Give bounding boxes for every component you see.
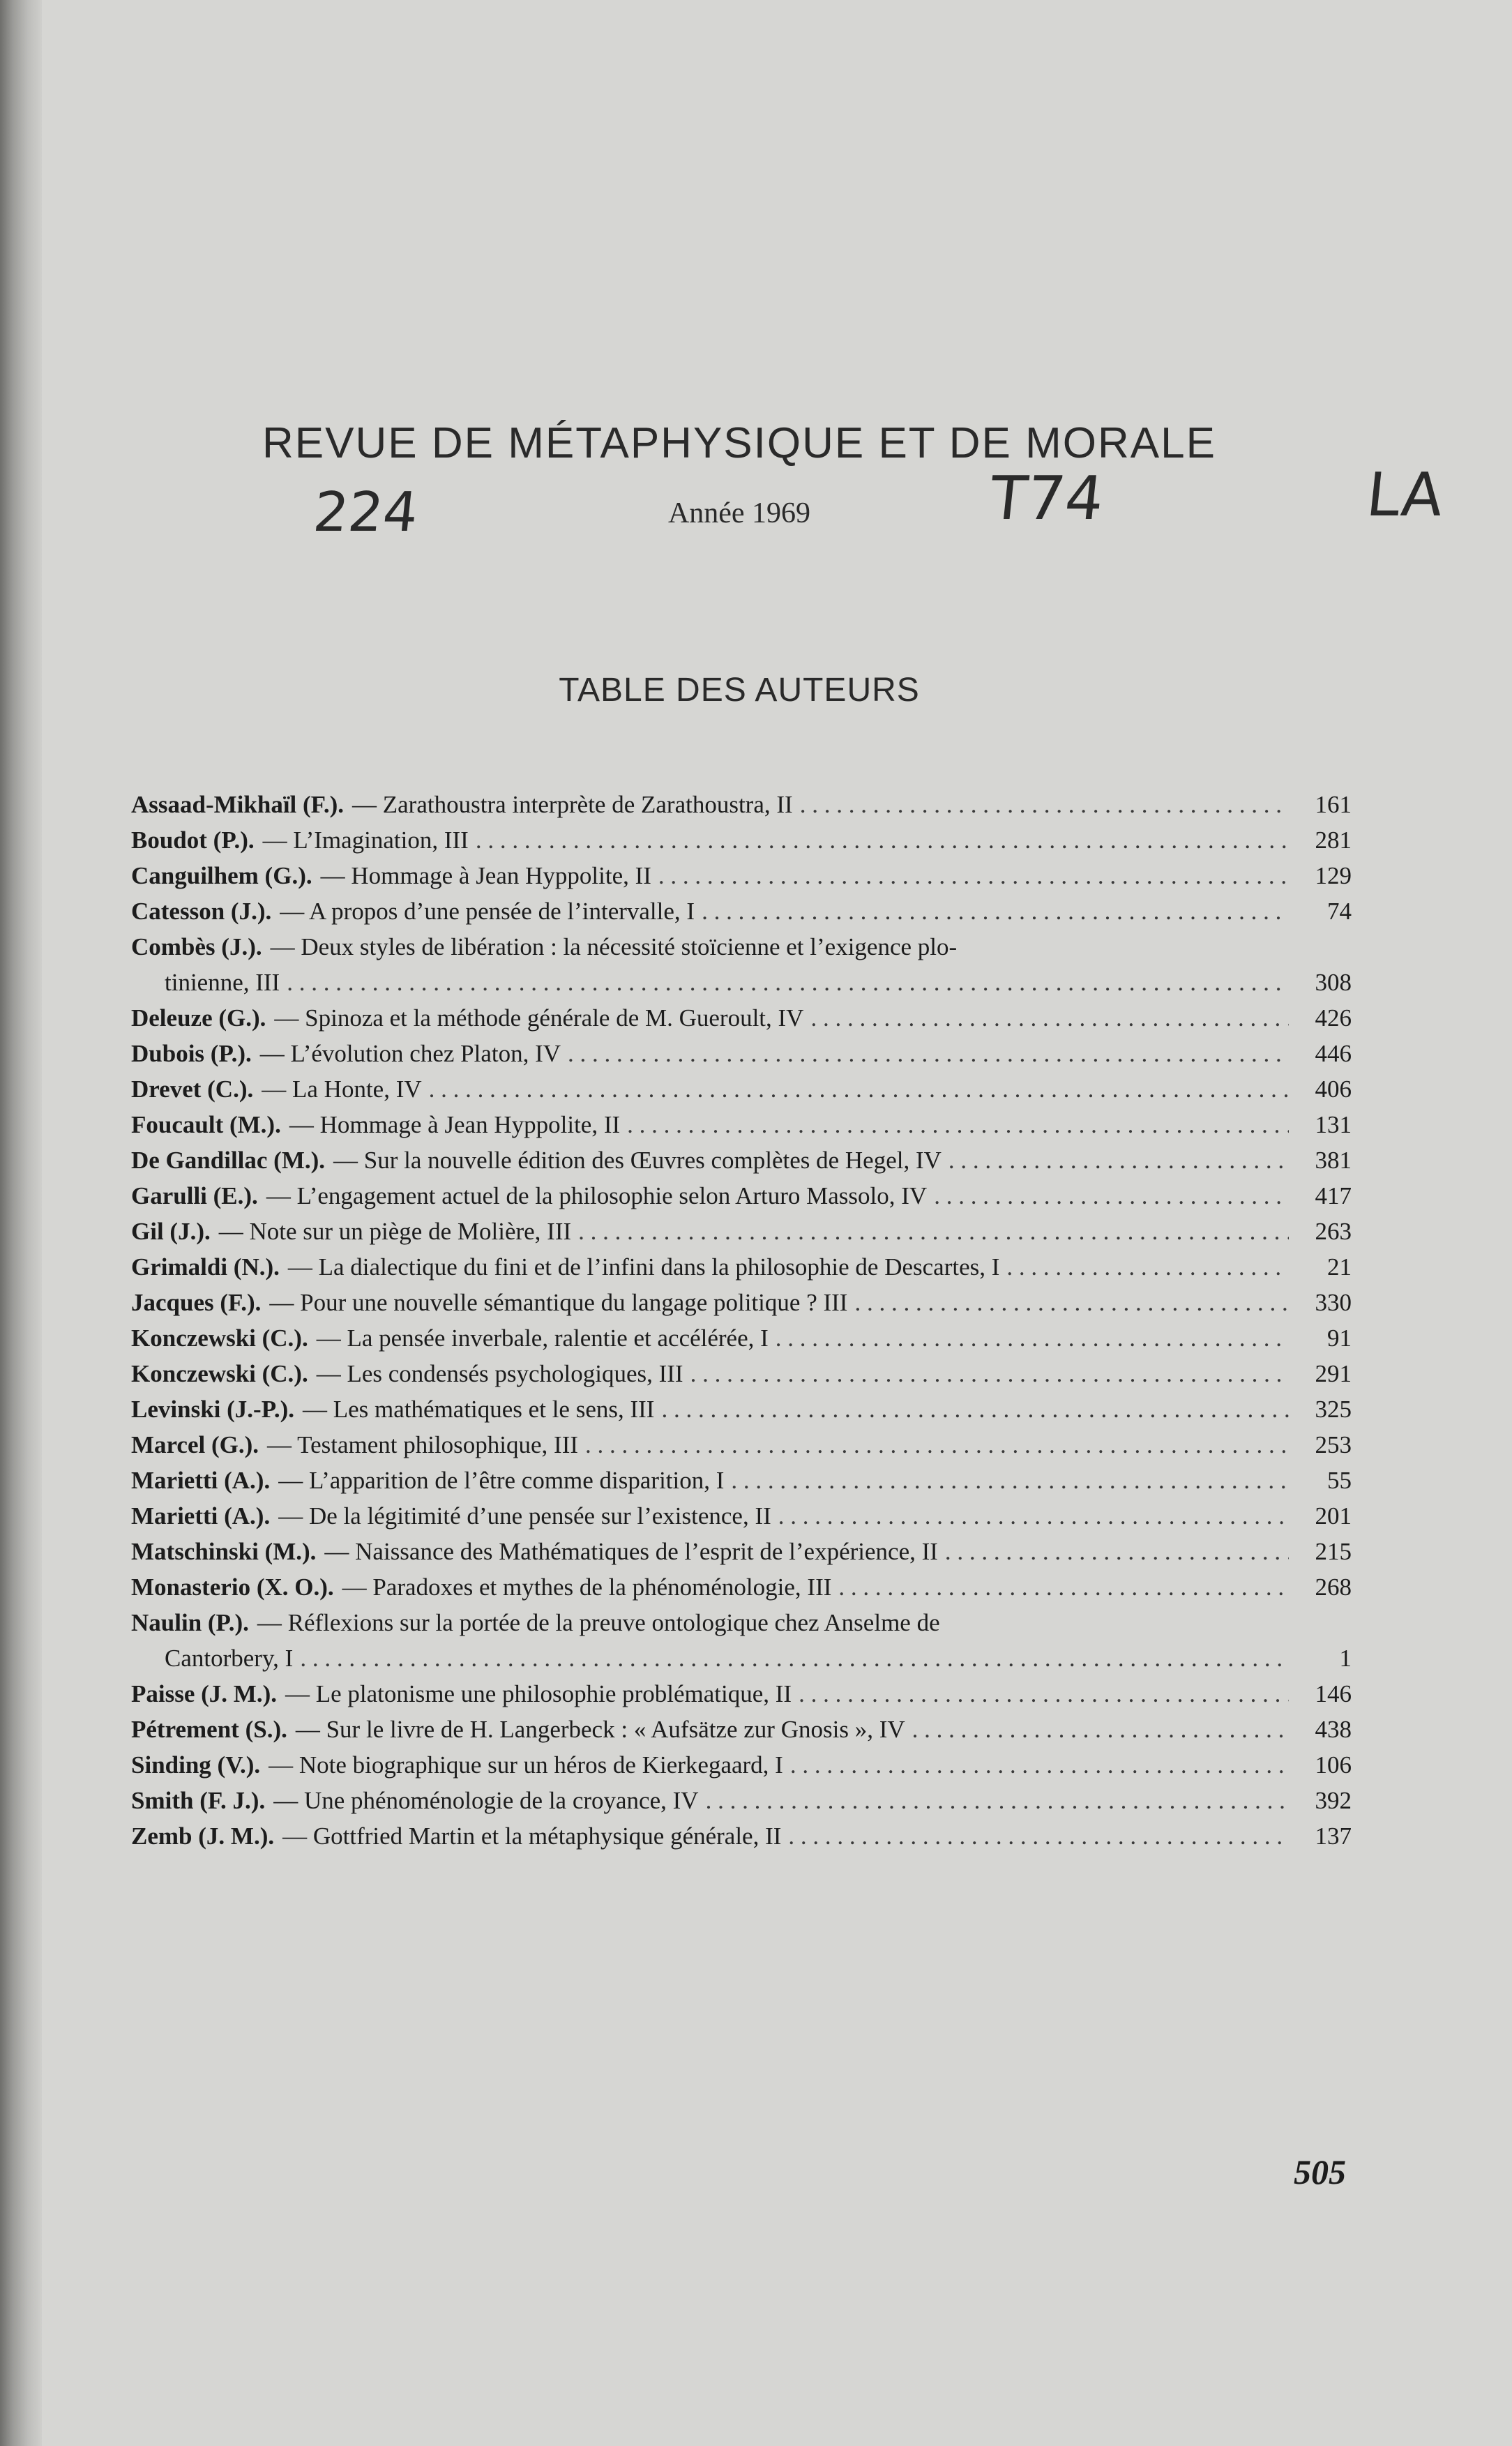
index-entry — [131, 1320, 1352, 1356]
entry-page: 426 — [1315, 1004, 1352, 1032]
entry-title: — La pensée inverbale, ralentie et accélérée, I — [316, 1324, 769, 1352]
entry-title: — Hommage à Jean Hyppolite, II — [289, 1111, 621, 1138]
entry-author: Gil (J.). — [131, 1218, 211, 1245]
entry-page: 106 — [1315, 1751, 1352, 1779]
dot-leader — [934, 1178, 1289, 1214]
entry-page: 91 — [1327, 1324, 1352, 1352]
dot-leader — [476, 822, 1289, 858]
dot-leader — [948, 1142, 1289, 1178]
entry-page: 406 — [1315, 1075, 1352, 1103]
index-entry — [131, 1249, 1352, 1285]
entry-author: Deleuze (G.). — [131, 1004, 266, 1032]
entry-title: — Note biographique sur un héros de Kierkegaard, I — [269, 1751, 783, 1779]
entry-author: Assaad-Mikhaïl (F.). — [131, 791, 345, 818]
index-entry — [131, 1498, 1352, 1534]
entry-page: 253 — [1315, 1431, 1352, 1458]
entry-title: — Hommage à Jean Hyppolite, II — [320, 862, 651, 889]
dot-leader — [627, 1107, 1289, 1142]
entry-title-continuation: tinienne, III — [165, 969, 280, 996]
dot-leader — [429, 1071, 1289, 1107]
entry-page: 417 — [1315, 1182, 1352, 1209]
index-entry — [131, 1676, 1352, 1712]
entry-title: — L’apparition de l’être comme disparition, I — [278, 1467, 725, 1494]
entry-title: — A propos d’une pensée de l’intervalle, I — [280, 898, 695, 925]
dot-leader — [945, 1534, 1289, 1569]
dot-leader — [790, 1747, 1289, 1783]
entry-page: 325 — [1315, 1396, 1352, 1423]
entry-page: 131 — [1315, 1111, 1352, 1138]
entry-author: Konczewski (C.). — [131, 1360, 308, 1387]
entry-page: 330 — [1315, 1289, 1352, 1316]
entry-page: 291 — [1315, 1360, 1352, 1387]
dot-leader — [731, 1463, 1289, 1498]
entry-author: Monasterio (X. O.). — [131, 1573, 334, 1601]
entry-title: — Sur le livre de H. Langerbeck : « Aufsätze zur Gnosis », IV — [295, 1716, 905, 1743]
entry-author: Dubois (P.). — [131, 1040, 252, 1067]
index-entry — [131, 1142, 1352, 1178]
entry-title: — De la légitimité d’une pensée sur l’existence, II — [278, 1502, 771, 1530]
entry-author: Sinding (V.). — [131, 1751, 261, 1779]
entry-author: Marcel (G.). — [131, 1431, 259, 1458]
entry-title: — Pour une nouvelle sémantique du langage politique ? III — [269, 1289, 848, 1316]
entry-author: Zemb (J. M.). — [131, 1822, 275, 1850]
entry-page: 438 — [1315, 1716, 1352, 1743]
entry-author: Foucault (M.). — [131, 1111, 281, 1138]
entry-page: 201 — [1315, 1502, 1352, 1530]
entry-author: Naulin (P.). — [131, 1609, 249, 1636]
entry-author: Pétrement (S.). — [131, 1716, 287, 1743]
handwritten-annotation-left: 224 — [310, 481, 421, 544]
index-entry — [131, 1605, 1352, 1676]
entry-title: — Spinoza et la méthode générale de M. Gueroult, IV — [274, 1004, 804, 1032]
entry-page: 281 — [1315, 826, 1352, 854]
entry-page: 161 — [1315, 791, 1352, 818]
entry-page: 74 — [1327, 898, 1352, 925]
dot-leader — [800, 787, 1289, 822]
entry-page: 137 — [1315, 1822, 1352, 1850]
handwritten-annotation-center: T74 — [986, 464, 1107, 534]
entry-title: — Sur la nouvelle édition des Œuvres complètes de Hegel, IV — [333, 1147, 942, 1174]
entry-author: Marietti (A.). — [131, 1467, 271, 1494]
year-label: Année 1969 — [667, 497, 811, 529]
dot-leader — [1006, 1249, 1289, 1285]
entry-title: — Gottfried Martin et la métaphysique générale, II — [282, 1822, 782, 1850]
entry-author: Boudot (P.). — [131, 826, 255, 854]
entry-page: 215 — [1315, 1538, 1352, 1565]
entry-title: — Les mathématiques et le sens, III — [303, 1396, 655, 1423]
dot-leader — [799, 1676, 1289, 1712]
entry-author: Paisse (J. M.). — [131, 1680, 277, 1707]
index-entry — [131, 1427, 1352, 1463]
index-entry — [131, 858, 1352, 893]
dot-leader — [810, 1000, 1289, 1036]
index-entry — [131, 1107, 1352, 1142]
dot-leader — [778, 1498, 1289, 1534]
entry-page: 381 — [1315, 1147, 1352, 1174]
entry-author: Catesson (J.). — [131, 898, 272, 925]
entry-page: 1 — [1339, 1645, 1352, 1672]
index-entry — [131, 1356, 1352, 1391]
index-entry — [131, 1818, 1352, 1854]
entry-page: 268 — [1315, 1573, 1352, 1601]
dot-leader — [854, 1285, 1289, 1320]
entry-author: Matschinski (M.). — [131, 1538, 317, 1565]
entry-title: — Les condensés psychologiques, III — [316, 1360, 683, 1387]
entry-title: — Paradoxes et mythes de la phénoménologie, III — [342, 1573, 832, 1601]
entry-author: Jacques (F.). — [131, 1289, 262, 1316]
entry-title: — Zarathoustra interprète de Zarathoustra, II — [352, 791, 793, 818]
entry-author: Canguilhem (G.). — [131, 862, 312, 889]
index-entry — [131, 1000, 1352, 1036]
index-entry — [131, 787, 1352, 822]
dot-leader — [661, 1391, 1289, 1427]
entry-title: — L’évolution chez Platon, IV — [259, 1040, 561, 1067]
dot-leader — [287, 965, 1289, 1000]
entry-page: 146 — [1315, 1680, 1352, 1707]
dot-leader — [690, 1356, 1289, 1391]
entry-page: 129 — [1315, 862, 1352, 889]
dot-leader — [776, 1320, 1289, 1356]
entry-author: Drevet (C.). — [131, 1075, 254, 1103]
entry-page: 392 — [1315, 1787, 1352, 1814]
index-entry — [131, 893, 1352, 929]
index-entry — [131, 1463, 1352, 1498]
dot-leader — [300, 1640, 1289, 1676]
entry-page: 21 — [1327, 1253, 1352, 1281]
section-title: TABLE DES AUTEURS — [559, 672, 920, 709]
index-entry — [131, 1712, 1352, 1747]
index-entry — [131, 1036, 1352, 1071]
dot-leader — [912, 1712, 1289, 1747]
dot-leader — [568, 1036, 1289, 1071]
dot-leader — [838, 1569, 1289, 1605]
index-entry — [131, 1783, 1352, 1818]
entry-title: — Le platonisme une philosophie problématique, II — [285, 1680, 792, 1707]
journal-title: REVUE DE MÉTAPHYSIQUE ET DE MORALE — [262, 419, 1216, 467]
index-entry — [131, 1747, 1352, 1783]
dot-leader — [788, 1818, 1289, 1854]
entry-author: Levinski (J.-P.). — [131, 1396, 295, 1423]
entry-page: 55 — [1327, 1467, 1352, 1494]
index-entry — [131, 1534, 1352, 1569]
dot-leader — [578, 1214, 1289, 1249]
index-entry — [131, 1071, 1352, 1107]
author-index-list — [131, 787, 1352, 1854]
entry-author: Smith (F. J.). — [131, 1787, 266, 1814]
page-number: 505 — [1294, 2152, 1346, 2191]
entry-author: Grimaldi (N.). — [131, 1253, 280, 1281]
entry-author: De Gandillac (M.). — [131, 1147, 326, 1174]
index-entry — [131, 1391, 1352, 1427]
entry-title: — Une phénoménologie de la croyance, IV — [273, 1787, 699, 1814]
page — [42, 0, 1512, 2446]
handwritten-annotation-right: LA — [1363, 460, 1446, 530]
index-entry — [131, 822, 1352, 858]
entry-title: — La Honte, IV — [262, 1075, 422, 1103]
dot-leader — [706, 1783, 1289, 1818]
index-entry — [131, 1285, 1352, 1320]
entry-author: Combès (J.). — [131, 933, 262, 960]
entry-page: 263 — [1315, 1218, 1352, 1245]
entry-author: Garulli (E.). — [131, 1182, 258, 1209]
binding-edge — [0, 0, 42, 2446]
entry-title: — Naissance des Mathématiques de l’esprit de l’expérience, II — [324, 1538, 938, 1565]
entry-title: — La dialectique du fini et de l’infini dans la philosophie de Descartes, I — [287, 1253, 1000, 1281]
entry-title: — L’engagement actuel de la philosophie selon Arturo Massolo, IV — [266, 1182, 928, 1209]
dot-leader — [702, 893, 1289, 929]
entry-page: 446 — [1315, 1040, 1352, 1067]
entry-author: Marietti (A.). — [131, 1502, 271, 1530]
entry-title: — L’Imagination, III — [262, 826, 469, 854]
entry-title: — Testament philosophique, III — [267, 1431, 579, 1458]
entry-author: Konczewski (C.). — [131, 1324, 308, 1352]
entry-title: — Réflexions sur la portée de la preuve ontologique chez Anselme de — [257, 1609, 940, 1636]
entry-page: 308 — [1315, 969, 1352, 996]
entry-title: — Note sur un piège de Molière, III — [218, 1218, 572, 1245]
dot-leader — [585, 1427, 1289, 1463]
index-entry — [131, 1214, 1352, 1249]
entry-title-continuation: Cantorbery, I — [165, 1645, 294, 1672]
entry-title: — Deux styles de libération : la nécessité stoïcienne et l’exigence plo- — [270, 933, 958, 960]
dot-leader — [658, 858, 1289, 893]
index-entry — [131, 1178, 1352, 1214]
index-entry — [131, 929, 1352, 1000]
index-entry — [131, 1569, 1352, 1605]
